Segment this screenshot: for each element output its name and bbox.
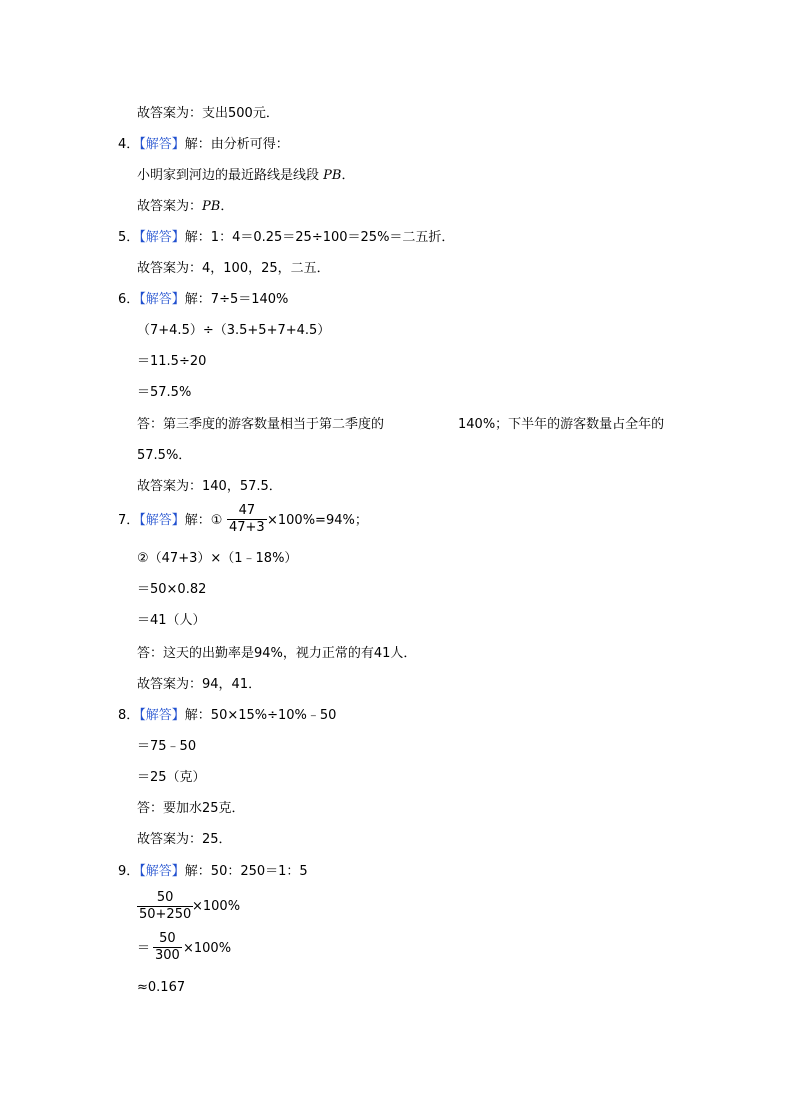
conclusion-line: 57.5%． bbox=[137, 448, 192, 463]
punctuation: ． bbox=[341, 168, 355, 183]
answer-tag: 【解答】 bbox=[139, 137, 185, 152]
answer-text: 故答案为： bbox=[137, 199, 203, 214]
answer-tag: 【解答】 bbox=[139, 708, 185, 723]
solution-line: ＝25（克） bbox=[137, 770, 206, 785]
answer-tag: 【解答】 bbox=[139, 292, 185, 307]
question-number: 6． bbox=[118, 292, 140, 307]
fraction-numerator: 50 bbox=[156, 890, 174, 905]
conclusion-line: 答：第三季度的游客数量相当于第二季度的 bbox=[137, 417, 385, 432]
solution-line: ＝75﹣50 bbox=[137, 739, 197, 754]
solution-text: 解：7÷5＝140% bbox=[184, 292, 289, 307]
answer-tag: 【解答】 bbox=[139, 230, 185, 245]
solution-text: ×100%=94%； bbox=[267, 513, 368, 528]
solution-text: 解：由分析可得： bbox=[184, 137, 289, 152]
answer-line: 故答案为：94，41． bbox=[137, 677, 262, 692]
solution-text: 解：50×15%÷10%﹣50 bbox=[184, 708, 337, 723]
fraction bbox=[227, 503, 267, 536]
solution-line: ＝41（人） bbox=[137, 613, 206, 628]
solution-line: ＝57.5% bbox=[137, 385, 192, 400]
fraction-denominator: 300 bbox=[155, 948, 180, 963]
question-8-line bbox=[118, 707, 336, 725]
answer-line bbox=[137, 198, 233, 216]
question-number: 7． bbox=[118, 513, 140, 528]
answer-line: 故答案为：25． bbox=[137, 832, 232, 847]
fraction bbox=[153, 931, 182, 964]
answer-line: 故答案为：140，57.5． bbox=[137, 479, 282, 494]
answer-tag: 【解答】 bbox=[139, 513, 185, 528]
question-number: 9． bbox=[118, 864, 140, 879]
solution-text: 解：① bbox=[184, 513, 223, 528]
question-4-line bbox=[118, 136, 289, 154]
fraction bbox=[137, 890, 193, 923]
fraction-denominator: 47+3 bbox=[229, 520, 265, 535]
question-5-line bbox=[118, 229, 454, 247]
solution-text: 小明家到河边的最近路线是线段 bbox=[137, 168, 324, 183]
solution-line: ＝11.5÷20 bbox=[137, 354, 207, 369]
solution-text: 解：50：250＝1：5 bbox=[184, 864, 308, 879]
conclusion-line: 140%；下半年的游客数量占全年的 bbox=[458, 417, 665, 432]
solution-text: ＝ bbox=[137, 941, 151, 956]
answer-line: 故答案为：支出500元． bbox=[137, 106, 279, 121]
solution-text: ×100% bbox=[192, 899, 241, 914]
solution-line: ②（47+3）×（1﹣18%） bbox=[137, 551, 298, 566]
segment-label: PB bbox=[323, 168, 342, 183]
question-number: 8． bbox=[118, 708, 140, 723]
punctuation: ． bbox=[220, 199, 234, 214]
solution-text: 解：1：4＝0.25＝25÷100＝25%＝二五折． bbox=[184, 230, 455, 245]
answer-tag: 【解答】 bbox=[139, 864, 185, 879]
solution-line: （7+4.5）÷（3.5+5+7+4.5） bbox=[137, 323, 331, 338]
fraction-numerator: 50 bbox=[159, 931, 176, 946]
conclusion-line: 答：这天的出勤率是94%，视力正常的有41人． bbox=[137, 646, 417, 661]
question-7-line bbox=[118, 512, 222, 530]
segment-label: PB bbox=[202, 199, 221, 214]
solution-line: ＝50×0.82 bbox=[137, 582, 207, 597]
question-6-line bbox=[118, 291, 288, 309]
fraction-denominator: 50+250 bbox=[139, 907, 192, 922]
solution-text: ×100% bbox=[183, 941, 232, 956]
question-9-line bbox=[118, 863, 308, 881]
solution-line bbox=[137, 167, 354, 185]
conclusion-line: 答：要加水25克． bbox=[137, 801, 245, 816]
question-number: 4． bbox=[118, 137, 140, 152]
fraction-numerator: 47 bbox=[238, 503, 256, 518]
question-number: 5． bbox=[118, 230, 140, 245]
answer-line: 故答案为：4，100，25，二五． bbox=[137, 261, 330, 276]
solution-line: ≈0.167 bbox=[137, 980, 186, 995]
